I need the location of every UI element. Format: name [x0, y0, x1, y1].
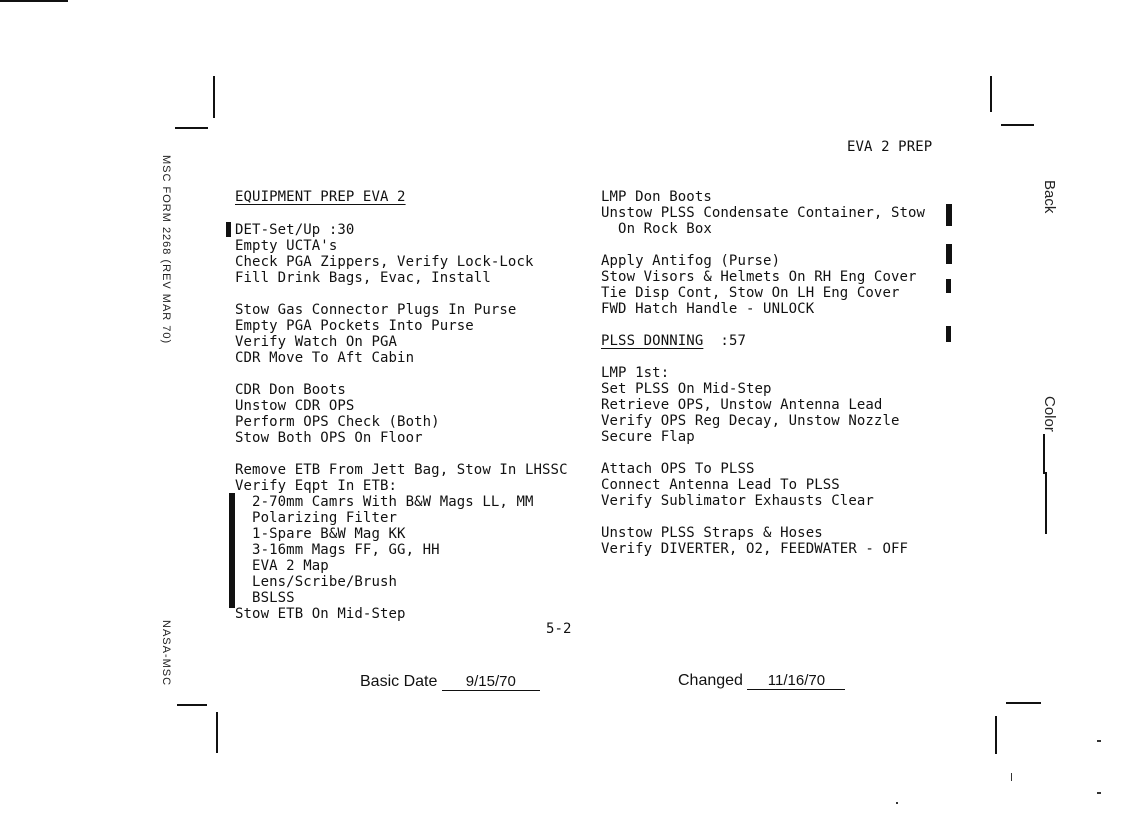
checklist-line-item: Polarizing Filter — [235, 510, 398, 526]
checklist-line-item: CDR Don Boots — [235, 382, 346, 398]
crop-mark-upper-left-v — [213, 76, 215, 118]
change-bar-right-4 — [946, 326, 951, 342]
tab-back-label: Back — [1041, 180, 1058, 214]
crop-mark-upper-right-v — [990, 76, 992, 112]
crop-mark-lower-left-v — [216, 712, 218, 753]
crop-mark-upper-left-h — [175, 127, 208, 129]
checklist-line-item: BSLSS — [235, 590, 295, 606]
change-bar-right-2 — [946, 244, 952, 264]
equipment-prep-heading: EQUIPMENT PREP EVA 2 — [235, 189, 406, 205]
checklist-line-item: Verify OPS Reg Decay, Unstow Nozzle — [601, 413, 900, 429]
scan-speck — [896, 802, 898, 804]
changed-date-label: Changed — [678, 672, 743, 689]
changed-date-field — [678, 672, 845, 690]
checklist-line-item: CDR Move To Aft Cabin — [235, 350, 415, 366]
checklist-line-item: Empty UCTA's — [235, 238, 338, 254]
change-bar-right-3 — [946, 279, 951, 293]
checklist-line-item: Fill Drink Bags, Evac, Install — [235, 270, 491, 286]
basic-date-value: 9/15/70 — [442, 673, 540, 691]
checklist-line-item: Remove ETB From Jett Bag, Stow In LHSSC — [235, 462, 568, 478]
right-column-bottom-lines — [601, 365, 941, 557]
checklist-line-item: Stow ETB On Mid-Step — [235, 606, 406, 622]
checklist-line-item: Verify Watch On PGA — [235, 334, 398, 350]
checklist-line-item: Unstow CDR OPS — [235, 398, 355, 414]
checklist-line-item: Verify Eqpt In ETB: — [235, 478, 398, 494]
section-title: EVA 2 PREP — [847, 139, 933, 155]
checklist-line-item: Attach OPS To PLSS — [601, 461, 755, 477]
crop-mark-tab-line — [1045, 472, 1047, 534]
change-bar-right-1 — [946, 204, 952, 226]
checklist-line-item: Verify Sublimator Exhausts Clear — [601, 493, 874, 509]
checklist-line-item: EVA 2 Map — [235, 558, 329, 574]
checklist-line-item: Unstow PLSS Condensate Container, Stow — [601, 205, 926, 221]
crop-mark-lower-right-h — [1006, 702, 1041, 704]
checklist-line-item: Retrieve OPS, Unstow Antenna Lead — [601, 397, 883, 413]
blank-line — [601, 445, 941, 461]
checklist-line-item: Connect Antenna Lead To PLSS — [601, 477, 840, 493]
checklist-line-item: LMP Don Boots — [601, 189, 712, 205]
form-id-label: MSC FORM 2268 (REV MAR 70) — [160, 155, 172, 345]
tab-color-line — [1043, 434, 1045, 474]
checklist-line-item: Stow Both OPS On Floor — [235, 430, 423, 446]
checklist-line-item: Empty PGA Pockets Into Purse — [235, 318, 474, 334]
checklist-line-item: Set PLSS On Mid-Step — [601, 381, 772, 397]
checklist-line-item: LMP 1st: — [601, 365, 670, 381]
agency-label: NASA-MSC — [160, 620, 172, 687]
scan-speck — [1097, 792, 1101, 794]
blank-line — [601, 509, 941, 525]
blank-line — [235, 366, 575, 382]
right-column-top-lines — [601, 189, 941, 317]
plss-donning-time: :57 — [720, 333, 747, 349]
checklist-line-item: Stow Gas Connector Plugs In Purse — [235, 302, 517, 318]
checklist-line-item: 2-70mm Camrs With B&W Mags LL, MM — [235, 494, 534, 510]
basic-date-field — [360, 673, 540, 691]
tab-color-label: Color — [1041, 396, 1058, 432]
checklist-line-item: Apply Antifog (Purse) — [601, 253, 781, 269]
crop-mark-top-left-h — [0, 0, 68, 2]
page-number: 5-2 — [546, 621, 572, 637]
checklist-line-item: Check PGA Zippers, Verify Lock-Lock — [235, 254, 534, 270]
checklist-line-item: Lens/Scribe/Brush — [235, 574, 398, 590]
crop-mark-lower-right-v — [995, 716, 997, 754]
crop-mark-upper-right-h — [1001, 124, 1034, 126]
checklist-line-item: 1-Spare B&W Mag KK — [235, 526, 406, 542]
change-bar-left-top — [226, 222, 231, 237]
scan-speck — [1097, 740, 1101, 742]
checklist-line-item: Unstow PLSS Straps & Hoses — [601, 525, 823, 541]
left-column-lines — [235, 222, 575, 622]
checklist-line-item: On Rock Box — [601, 221, 712, 237]
left-column — [235, 189, 575, 622]
checklist-line-item: Secure Flap — [601, 429, 695, 445]
changed-date-value: 11/16/70 — [747, 672, 845, 690]
checklist-line-item: 3-16mm Mags FF, GG, HH — [235, 542, 440, 558]
checklist-line-item: DET-Set/Up :30 — [235, 222, 355, 238]
checklist-line-item: FWD Hatch Handle - UNLOCK — [601, 301, 815, 317]
blank-line — [235, 286, 575, 302]
plss-donning-row — [601, 333, 941, 349]
blank-line — [601, 237, 941, 253]
crop-mark-lower-left-h — [177, 704, 207, 706]
checklist-line-item: Verify DIVERTER, O2, FEEDWATER - OFF — [601, 541, 909, 557]
scan-speck — [1011, 773, 1012, 781]
checklist-line-item: Perform OPS Check (Both) — [235, 414, 440, 430]
right-column — [601, 189, 941, 557]
plss-donning-heading: PLSS DONNING — [601, 333, 704, 349]
basic-date-label: Basic Date — [360, 673, 438, 690]
checklist-line-item: Tie Disp Cont, Stow On LH Eng Cover — [601, 285, 900, 301]
blank-line — [235, 446, 575, 462]
checklist-line-item: Stow Visors & Helmets On RH Eng Cover — [601, 269, 917, 285]
